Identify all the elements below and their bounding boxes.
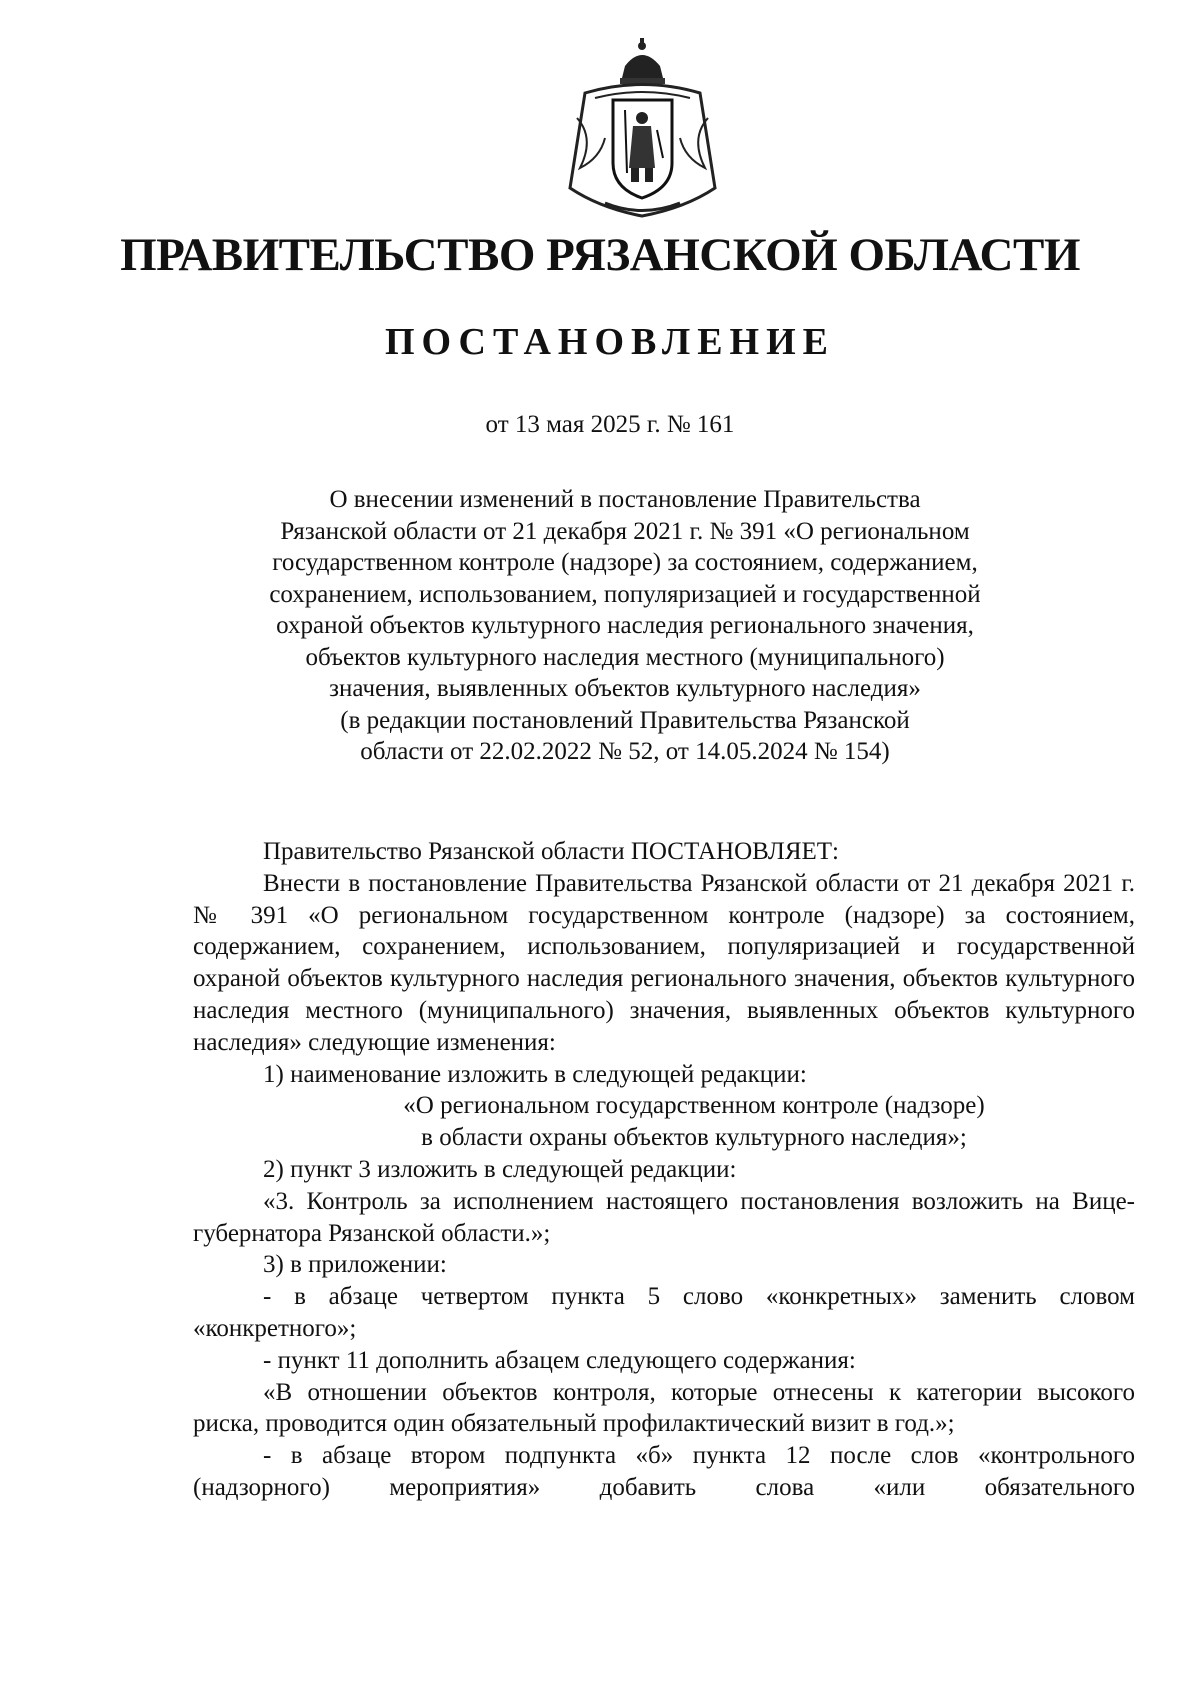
subject-line: значения, выявленных объектов культурного наследия» [329,675,921,702]
document-body [193,836,1135,1504]
government-title: ПРАВИТЕЛЬСТВО РЯЗАНСКОЙ ОБЛАСТИ [120,229,1080,281]
subject-line: объектов культурного наследия местного (муниципального) [305,643,945,671]
document-date-number: от 13 мая 2025 г. № 161 [485,411,735,438]
subject-line: области от 22.02.2022 № 52, от 14.05.2024 № 154) [360,738,890,765]
subject-line: государственном контроле (надзоре) за состоянием, содержанием, [272,549,978,576]
item-3-subitem: - в абзаце втором подпункта «б» пункта 12 после слов «контрольного (надзорного) мероприятия» добавить слова «или обязательного [193,1442,1135,1501]
item-1-quote-line: в области охраны объектов культурного наследия»; [421,1124,967,1152]
subject-line: О внесении изменений в постановление Правительства [329,486,921,513]
item-2-quote: «3. Контроль за исполнением настоящего постановления возложить на Вице-губернатора Рязанской области.»; [193,1187,1135,1247]
subject-line: (в редакции постановлений Правительства Рязанской [340,706,910,734]
item-3-subitem: - в абзаце четвертом пункта 5 слово «конкретных» заменить словом «конкретного»; [193,1283,1135,1342]
item-3-subitem: - пункт 11 дополнить абзацем следующего содержания: [263,1346,856,1374]
resolution-statement: Правительство Рязанской области ПОСТАНОВЛЯЕТ: [263,838,839,865]
item-1-quote-line: «О региональном государственном контроле (надзоре) [403,1092,985,1120]
ryazan-coat-of-arms-icon [565,38,720,223]
item-3: 3) в приложении: [263,1251,447,1279]
subject-line: охраной объектов культурного наследия регионального значения, [276,612,974,639]
document-type: ПОСТАНОВЛЕНИЕ [384,321,836,363]
item-1: 1) наименование изложить в следующей редакции: [263,1060,807,1088]
subject-line: Рязанской области от 21 декабря 2021 г. № 391 «О региональном [280,517,970,545]
item-2: 2) пункт 3 изложить в следующей редакции: [263,1155,737,1183]
intro-paragraph: Внести в постановление Правительства Рязанской области от 21 декабря 2021 г. № 391 «О региональном государственном контроле (надзоре) за состоянием, содержанием, сохранением, использованием, популяризацией и государственной охраной объектов культурного наследия регионального значения, объектов культурного наследия местного (муниципального) значения, выявленных объектов культурного наследия» следующие изменения: [193,869,1135,1056]
subject-line: сохранением, использованием, популяризацией и государственной [269,580,981,608]
document-subject [240,484,1010,768]
item-3-quote: «В отношении объектов контроля, которые отнесены к категории высокого риска, проводится один обязательный профилактический визит в год.»; [193,1378,1135,1438]
